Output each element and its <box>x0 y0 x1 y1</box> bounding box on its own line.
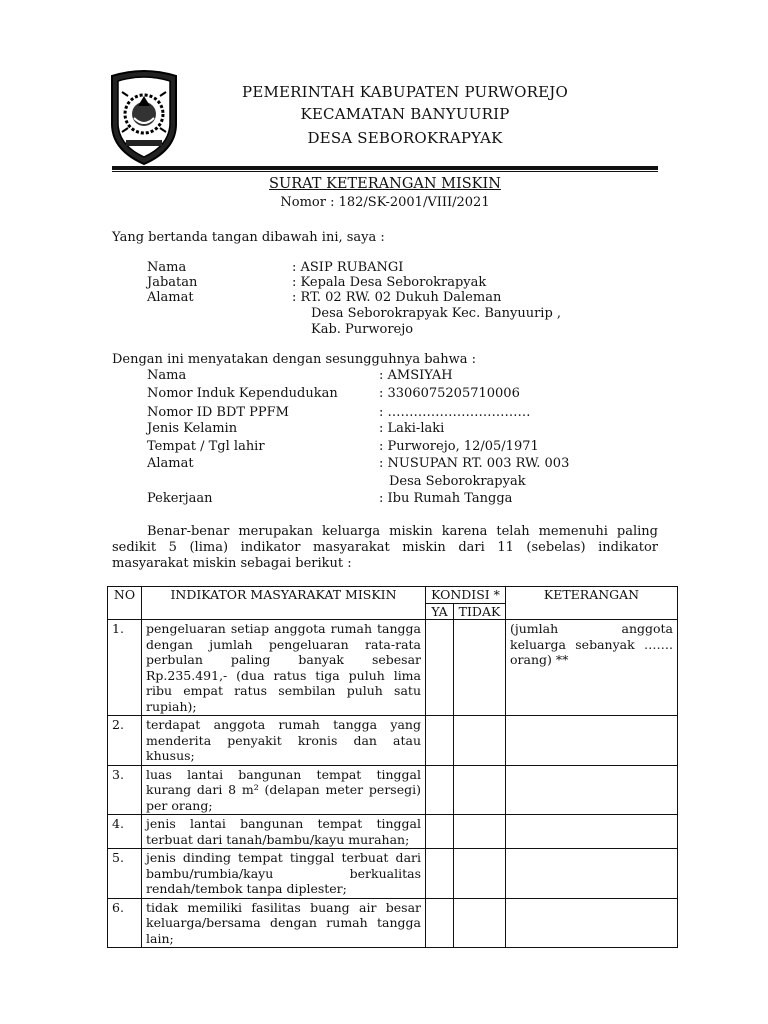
declaration-paragraph: Benar-benar merupakan keluarga miskin karena telah memenuhi paling sedikit 5 (lima) indikator masyarakat miskin dari 11 (sebelas) indikator masyarakat miskin sebagai berikut : <box>112 524 658 571</box>
header-village: DESA SEBOROKRAPYAK <box>307 129 503 147</box>
row-yes-cell[interactable] <box>426 849 454 899</box>
header-no: NO <box>108 587 142 620</box>
row-no-cell[interactable] <box>454 620 506 716</box>
row-remarks <box>506 849 678 899</box>
row-no-cell[interactable] <box>454 849 506 899</box>
row-number: 1. <box>108 620 142 716</box>
row-number: 2. <box>108 716 142 766</box>
statement-text: Dengan ini menyatakan dengan sesungguhnya bahwa : <box>112 352 477 367</box>
row-no-cell[interactable] <box>454 716 506 766</box>
table-row <box>108 815 678 849</box>
subject-value: : Ibu Rumah Tangga <box>379 491 513 506</box>
table-row <box>108 849 678 899</box>
table-row <box>108 898 678 948</box>
subject-label: Tempat / Tgl lahir <box>147 439 265 454</box>
row-remarks <box>506 815 678 849</box>
regency-coat-of-arms-icon <box>104 66 184 166</box>
row-no-cell[interactable] <box>454 898 506 948</box>
table-row <box>108 620 678 716</box>
header-yes: YA <box>426 603 454 620</box>
row-remarks <box>506 765 678 815</box>
table-row <box>108 716 678 766</box>
row-number: 4. <box>108 815 142 849</box>
subject-label: Nomor ID BDT PPFM <box>147 405 289 420</box>
signer-name-value: : ASIP RUBANGI <box>292 260 404 275</box>
row-indicator: tidak memiliki fasilitas buang air besar keluarga/bersama dengan rumah tangga lain; <box>142 898 426 948</box>
indicator-table <box>107 586 678 948</box>
row-remarks: (jumlah anggota keluarga sebanyak ……. orang) ** <box>506 620 678 716</box>
row-number: 6. <box>108 898 142 948</box>
signer-name-label: Nama <box>147 260 187 275</box>
table-header-row <box>108 587 678 604</box>
header-government: PEMERINTAH KABUPATEN PURWOREJO <box>242 83 568 101</box>
row-yes-cell[interactable] <box>426 620 454 716</box>
signer-position-label: Jabatan <box>147 275 198 290</box>
subject-label: Alamat <box>147 456 194 471</box>
row-indicator: terdapat anggota rumah tangga yang menderita penyakit kronis dan atau khusus; <box>142 716 426 766</box>
row-remarks <box>506 716 678 766</box>
subject-label: Nama <box>147 368 187 383</box>
subject-value: : …………………………… <box>379 405 531 420</box>
header-remarks: KETERANGAN <box>506 587 678 620</box>
document-title: SURAT KETERANGAN MISKIN <box>269 176 501 192</box>
subject-value: : 3306075205710006 <box>379 386 520 401</box>
header-rule-thin <box>112 171 658 172</box>
signer-address-line2: Desa Seborokrapyak Kec. Banyuurip , <box>311 306 562 321</box>
header-indicator: INDIKATOR MASYARAKAT MISKIN <box>142 587 426 620</box>
row-indicator: jenis lantai bangunan tempat tinggal terbuat dari tanah/bambu/kayu murahan; <box>142 815 426 849</box>
row-yes-cell[interactable] <box>426 765 454 815</box>
row-indicator: luas lantai bangunan tempat tinggal kurang dari 8 m² (delapan meter persegi) per orang; <box>142 765 426 815</box>
header-district: KECAMATAN BANYUURIP <box>300 105 510 123</box>
row-indicator: jenis dinding tempat tinggal terbuat dari bambu/rumbia/kayu berkualitas rendah/tembok tanpa diplester; <box>142 849 426 899</box>
signer-address-value: : RT. 02 RW. 02 Dukuh Daleman <box>292 290 502 305</box>
row-yes-cell[interactable] <box>426 716 454 766</box>
subject-value: : Laki-laki <box>379 421 445 436</box>
row-no-cell[interactable] <box>454 765 506 815</box>
document-number: Nomor : 182/SK-2001/VIII/2021 <box>280 195 490 210</box>
table-row <box>108 765 678 815</box>
row-yes-cell[interactable] <box>426 815 454 849</box>
subject-value: : Purworejo, 12/05/1971 <box>379 439 539 454</box>
signer-address-label: Alamat <box>147 290 194 305</box>
row-remarks <box>506 898 678 948</box>
signer-address-line3: Kab. Purworejo <box>311 322 414 337</box>
header-no-condition: TIDAK <box>454 603 506 620</box>
subject-label: Jenis Kelamin <box>147 421 238 436</box>
signer-position-value: : Kepala Desa Seborokrapyak <box>292 275 487 290</box>
row-number: 3. <box>108 765 142 815</box>
subject-value: : AMSIYAH <box>379 368 453 383</box>
subject-label: Nomor Induk Kependudukan <box>147 386 338 401</box>
row-indicator: pengeluaran setiap anggota rumah tangga dengan jumlah pengeluaran rata-rata perbulan paling banyak sebesar Rp.235.491,- (dua ratus tiga puluh lima ribu empat ratus sembilan puluh satu rupiah); <box>142 620 426 716</box>
row-yes-cell[interactable] <box>426 898 454 948</box>
header-condition: KONDISI * <box>426 587 506 604</box>
row-number: 5. <box>108 849 142 899</box>
subject-label: Pekerjaan <box>147 491 213 506</box>
subject-value: Desa Seborokrapyak <box>389 474 526 489</box>
subject-value: : NUSUPAN RT. 003 RW. 003 <box>379 456 570 471</box>
intro-text: Yang bertanda tangan dibawah ini, saya : <box>112 230 385 245</box>
row-no-cell[interactable] <box>454 815 506 849</box>
header-rule-thick <box>112 166 658 170</box>
